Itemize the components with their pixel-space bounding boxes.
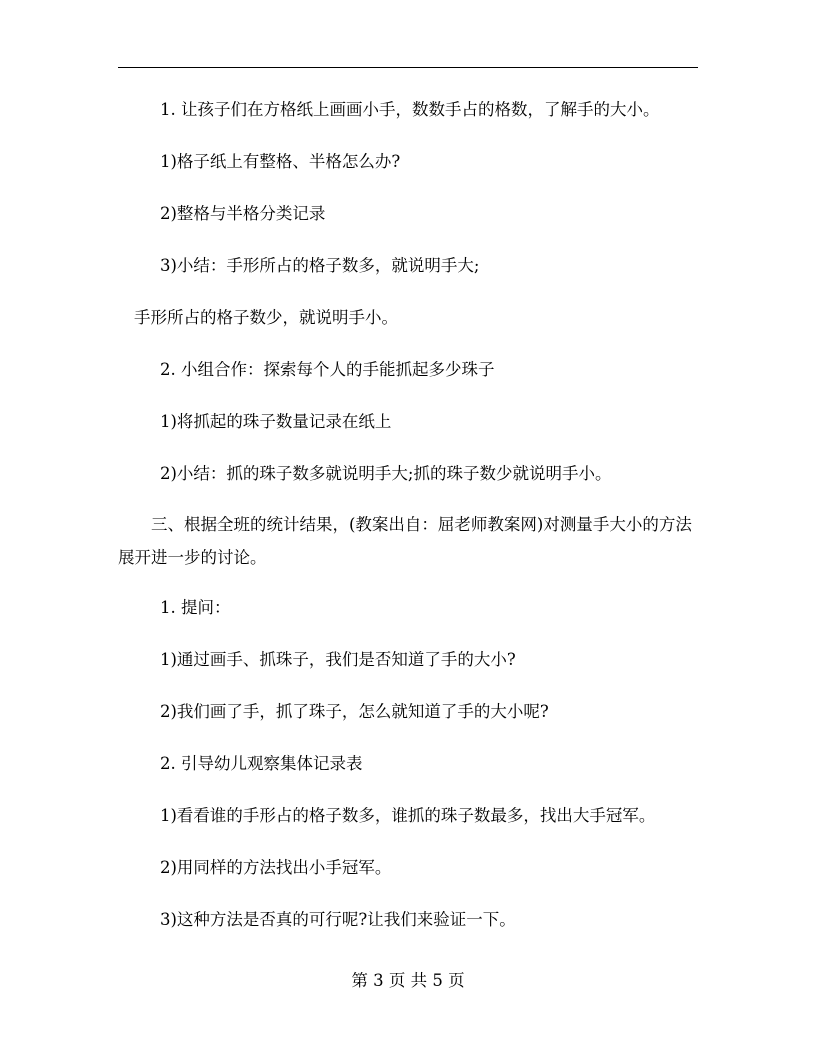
paragraph: 1)通过画手、抓珠子，我们是否知道了手的大小?	[160, 650, 516, 669]
paragraph: 1)看看谁的手形占的格子数多，谁抓的珠子数最多，找出大手冠军。	[160, 806, 656, 825]
paragraph: 1)将抓起的珠子数量记录在纸上	[160, 412, 392, 431]
header-rule	[118, 67, 698, 68]
paragraph: 1. 提问：	[160, 598, 231, 617]
paragraph: 手形所占的格子数少，就说明手小。	[134, 308, 398, 327]
paragraph: 三、根据全班的统计结果，(教案出自：屈老师教案网)对测量手大小的方法展开进一步的讨论。	[118, 515, 692, 567]
paragraph: 3)这种方法是否真的可行呢?让我们来验证一下。	[160, 910, 516, 929]
paragraph: 1)格子纸上有整格、半格怎么办?	[160, 152, 401, 171]
paragraph: 2. 小组合作：探索每个人的手能抓起多少珠子	[160, 360, 495, 379]
paragraph: 3)小结：手形所占的格子数多，就说明手大;	[160, 256, 480, 275]
paragraph: 2)小结：抓的珠子数多就说明手大;抓的珠子数少就说明手小。	[160, 464, 612, 483]
paragraph: 2)用同样的方法找出小手冠军。	[160, 858, 392, 877]
paragraph: 2)我们画了手，抓了珠子，怎么就知道了手的大小呢?	[160, 702, 549, 721]
page-number-footer: 第 3 页 共 5 页	[351, 971, 465, 990]
paragraph: 2)整格与半格分类记录	[160, 204, 326, 223]
paragraph: 2. 引导幼儿观察集体记录表	[160, 754, 363, 773]
document-body	[118, 92, 698, 954]
paragraph: 1. 让孩子们在方格纸上画画小手，数数手占的格数，了解手的大小。	[160, 100, 660, 119]
